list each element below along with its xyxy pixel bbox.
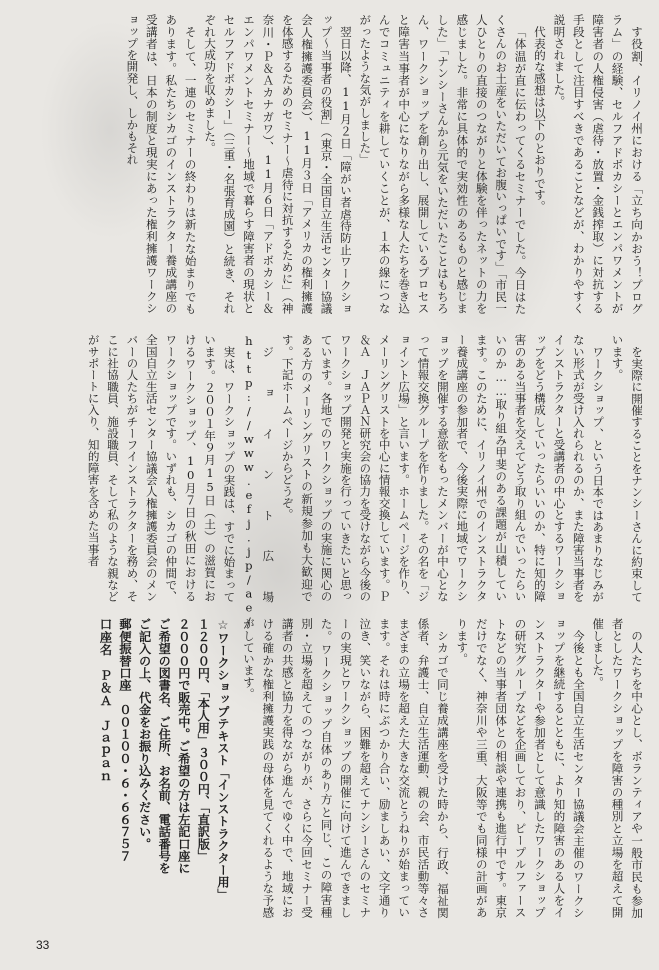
textbook-sales-notice: [34, 618, 232, 918]
website-reference: ジョイント広場 http://www.efj.jp/ae/: [241, 334, 276, 629]
paragraph: そして、一連のセミナーの終わりは新たな始まりでもあります。私たちシカゴのインストラクター養成講座の受講者は、日本の制度と現実にあった権利擁護ワークショップを開発し、しかもそれ: [125, 14, 198, 314]
notice-line: ご記入の上、代金をお振り込みください。: [137, 618, 152, 850]
paragraph: を実際に開催することをナンシーさんに約束しています。: [610, 334, 644, 602]
paragraph: ワークショップ、という日本ではあまりなじみがない形式が受け入れられるのか、また障害当事者をインストラクターと受講者の中心とするワークショップをどう構成していったらいいのか、特に知的障害のある当事者を交えてどう取り組んでいったらいいのか……取り組み甲斐のある課題が山積しています。このために、イリノイ州でのインストラクター養成講座の参加者で、今後実際に地域でワークショップを開催する意欲をもったメンバーが中心となって情報交換グループを作りました。その名を「ジョイント広場」と言います。ホームページを作り、メーリングリストを中心に情報交換しています。Ｐ＆Ａ ＪＡＰＡＮ研究会の協力を受けながら今後のワークショップ開発と実施を行っていきたいと思っています。各地でのワークショップの実施に関心のある方のメーリングリストの新規参加も大歓迎です。下記ホームページからどうぞ。: [280, 334, 606, 602]
notice-line: ☆ワークショップテキスト「インストラクター用」: [216, 618, 230, 901]
paragraph: 翌日以降、11月２日「障がい者虐待防止ワークショップ～当事者の役割」（東京・全国自立生活センター協議会人権擁護委員会）、11月３日「アメリカの権利擁護を体感するためのセミナー～虐待に対抗するために」（神奈川・Ｐ＆Ａカナガワ）、11月６日「アドボカシー＆エンパワメントセミナー～地域で暮らす障害者の現状とセルフアドボカシー」（三重・名張育成園）と続き、それぞれ大成功を収めました。: [203, 14, 353, 314]
paragraph: 「体温が直に伝わってくるセミナーでした。今日はたくさんのお土産をいただいてお腹いっぱいです」「市民一人ひとりの直接のつながりと体験を伴ったネットの力を感じました。非常に具体的で実効性のあるものと感じました」「ナンシーさんから元気をいただいたことはもちろん、ワークショップを創り出し、展開しているプロセスと障害当事者が中心になりながら多様な人たちを巻き込んでコミュニティを耕していくことが、１本の線につながったような気がしました」: [358, 14, 528, 314]
paragraph: シカゴで同じ養成講座を受けた時から、行政、福祉関係者、弁護士、自立生活運動、親の会、市民活動等々さまざまの立場を超えた大きな交流とうねりが始まっています。それは時にぶつかり合い、励ましあい、文字通り泣き、笑いながら、困難を超えてナンシーさんのセミナーの実現とワークショップの開催に向けて進んできました。ワークショップ自体のあり方と同じ、この障害種別・立場を超えてのつながりが、さらに今回セミナー受講者の共感と協力を得ながら進んでゆく中で、地域における確かな権利擁護実践の母体を見てくれるような予感がしています。: [241, 618, 450, 918]
notice-line: ご希望の図書名、ご住所、お名前、電話番号を: [157, 618, 172, 875]
account-name: 口座名 Ｐ＆Ａ Ｊａｐａｎ: [98, 618, 113, 784]
notice-line: １２００円、「本人用」３００円、「直訳版」: [196, 618, 211, 862]
page-number: 33: [36, 938, 50, 952]
body-text-bottom: [241, 618, 646, 918]
paragraph: の人たちを中心とし、ボランティアや一般市民も参加者としたワークショップを障害の種別と立場を超えて開催しました。: [591, 618, 644, 918]
paragraph: 実は、ワークショップの実践は、すでに始まっています。２００１年９月15日（土）の滋賀におけるワークショップ、10月７日の秋田におけるワークショップです。いずれも、シカゴの仲間で、全国自立生活センター協議会人権擁護委員会のメンバーの人たちがチーフインストラクターを務め、そこに社協職員、施設職員、そして私のような親などがサポートに入り、知的障害を含めた当事者: [86, 334, 237, 602]
postal-transfer-account: 郵便振替口座 ００１００・６・６６７５７: [118, 618, 133, 862]
body-text-middle: [34, 334, 646, 629]
paragraph: 今後とも全国自立生活センター協議会主催のワークショップを継続するとともに、より知的障害のある人をインストラクターや参加者として意識したワークショップの研究グループなどを企画しており、ピープルファーストなどの当事者団体との相談や連携も進行中です。東京だけでなく、神奈川や三重、大阪等でも同様の計画があります。: [455, 618, 586, 918]
body-text-top: [34, 14, 646, 314]
notice-line: ２０００円で販売中。ご希望の方は左記口座に: [176, 618, 191, 875]
paragraph: す役割、イリノイ州における「立ち向かおう！プログラム」の経験、セルフアドボカシーとエンパワメントが障害者の人権侵害（虐待・放置・金銭搾取）に対抗する手段として注目すべきであることなどが、わかりやすく説明されました。: [552, 14, 644, 314]
paragraph: 代表的な感想は以下のとおりです。: [532, 25, 547, 212]
